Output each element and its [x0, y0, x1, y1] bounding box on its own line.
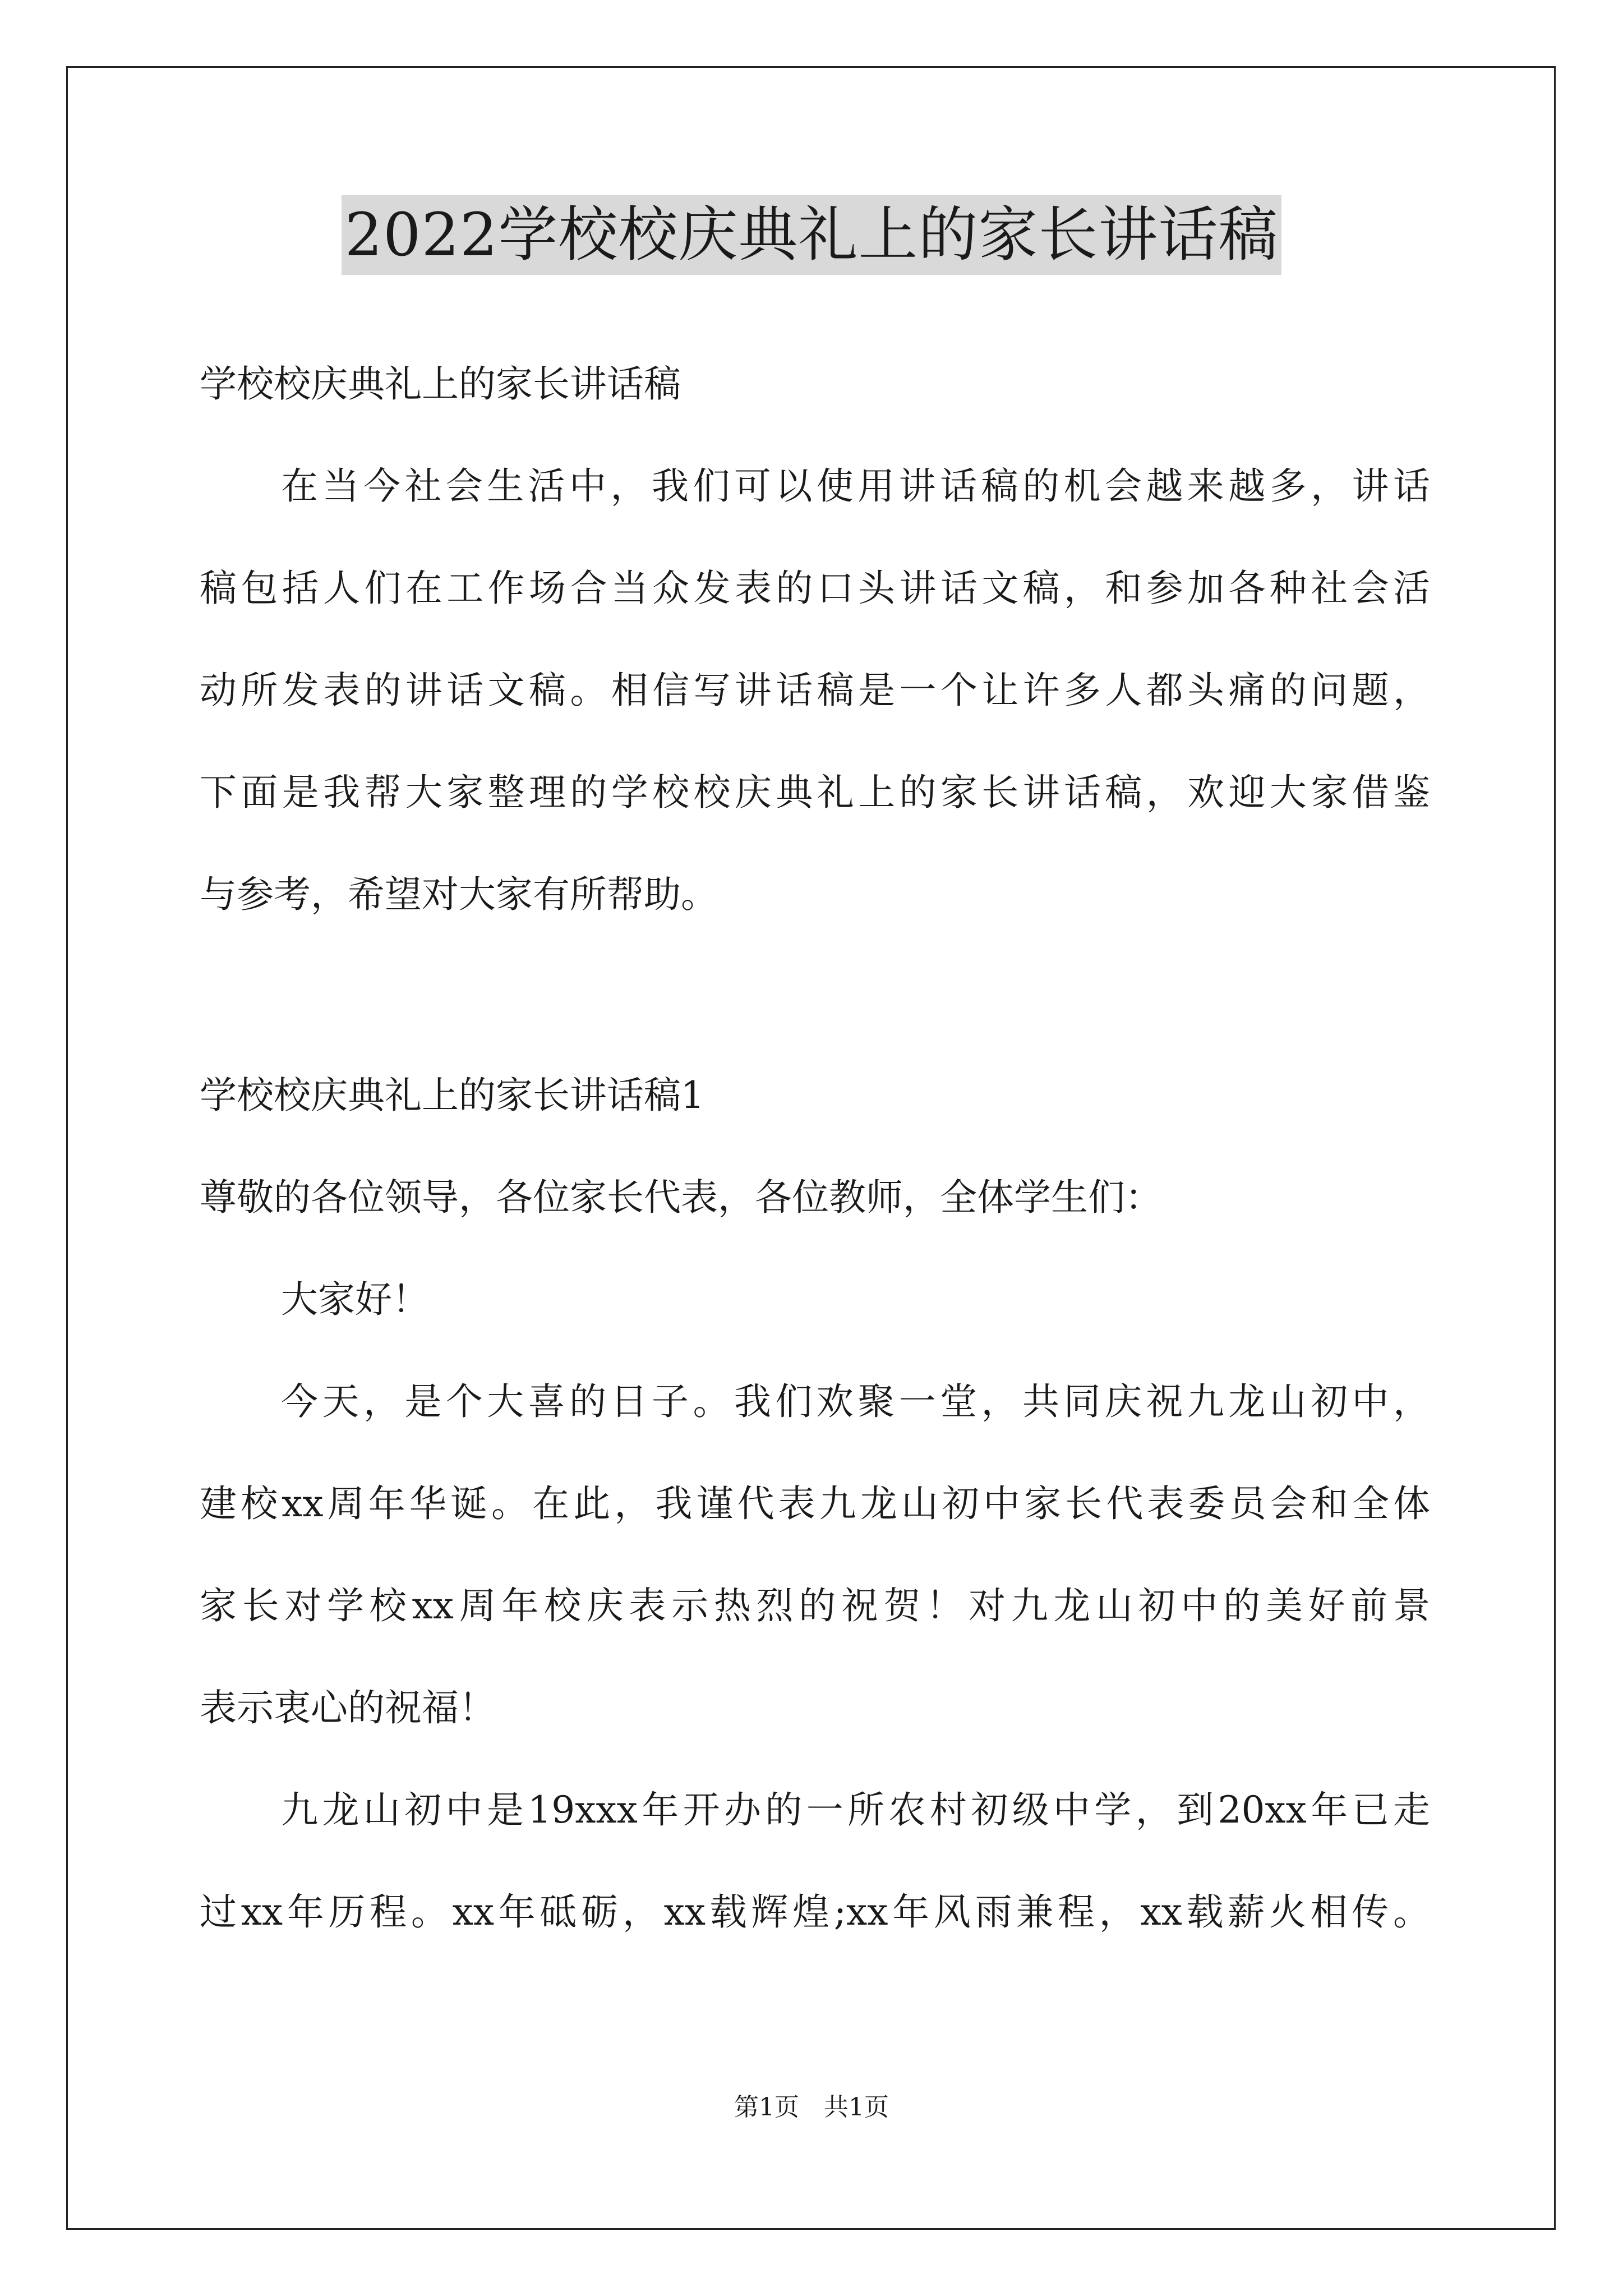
intro-line: 下面是我帮大家整理的学校校庆典礼上的家长讲话稿，欢迎大家借鉴	[200, 771, 1430, 814]
paragraph-line: 建校xx周年华诞。在此，我谨代表九龙山初中家长代表委员会和全体	[200, 1482, 1430, 1525]
title-container	[0, 195, 1623, 275]
paragraph-line: 表示衷心的祝福！	[200, 1686, 496, 1729]
paragraph-line: 今天，是个大喜的日子。我们欢聚一堂，共同庆祝九龙山初中，	[281, 1380, 1430, 1423]
section-heading: 学校校庆典礼上的家长讲话稿1	[200, 1074, 704, 1117]
salutation: 尊敬的各位领导，各位家长代表，各位教师，全体学生们：	[200, 1176, 1162, 1219]
intro-line: 与参考，希望对大家有所帮助。	[200, 873, 718, 916]
paragraph-line: 家长对学校xx周年校庆表示热烈的祝贺！对九龙山初中的美好前景	[200, 1584, 1430, 1627]
intro-line: 稿包括人们在工作场合当众发表的口头讲话文稿，和参加各种社会活	[200, 567, 1430, 610]
document-title: 2022学校校庆典礼上的家长讲话稿	[342, 195, 1282, 275]
greeting: 大家好！	[281, 1278, 429, 1321]
intro-line: 在当今社会生活中，我们可以使用讲话稿的机会越来越多，讲话	[281, 464, 1430, 508]
subtitle: 学校校庆典礼上的家长讲话稿	[200, 362, 681, 406]
paragraph-line: 过xx年历程。xx年砥砺，xx载辉煌;xx年风雨兼程，xx载薪火相传。	[200, 1890, 1430, 1934]
paragraph-line: 九龙山初中是19xxx年开办的一所农村初级中学，到20xx年已走	[281, 1788, 1430, 1832]
intro-line: 动所发表的讲话文稿。相信写讲话稿是一个让许多人都头痛的问题，	[200, 669, 1430, 712]
page-number: 第1页 共1页	[734, 2093, 889, 2122]
